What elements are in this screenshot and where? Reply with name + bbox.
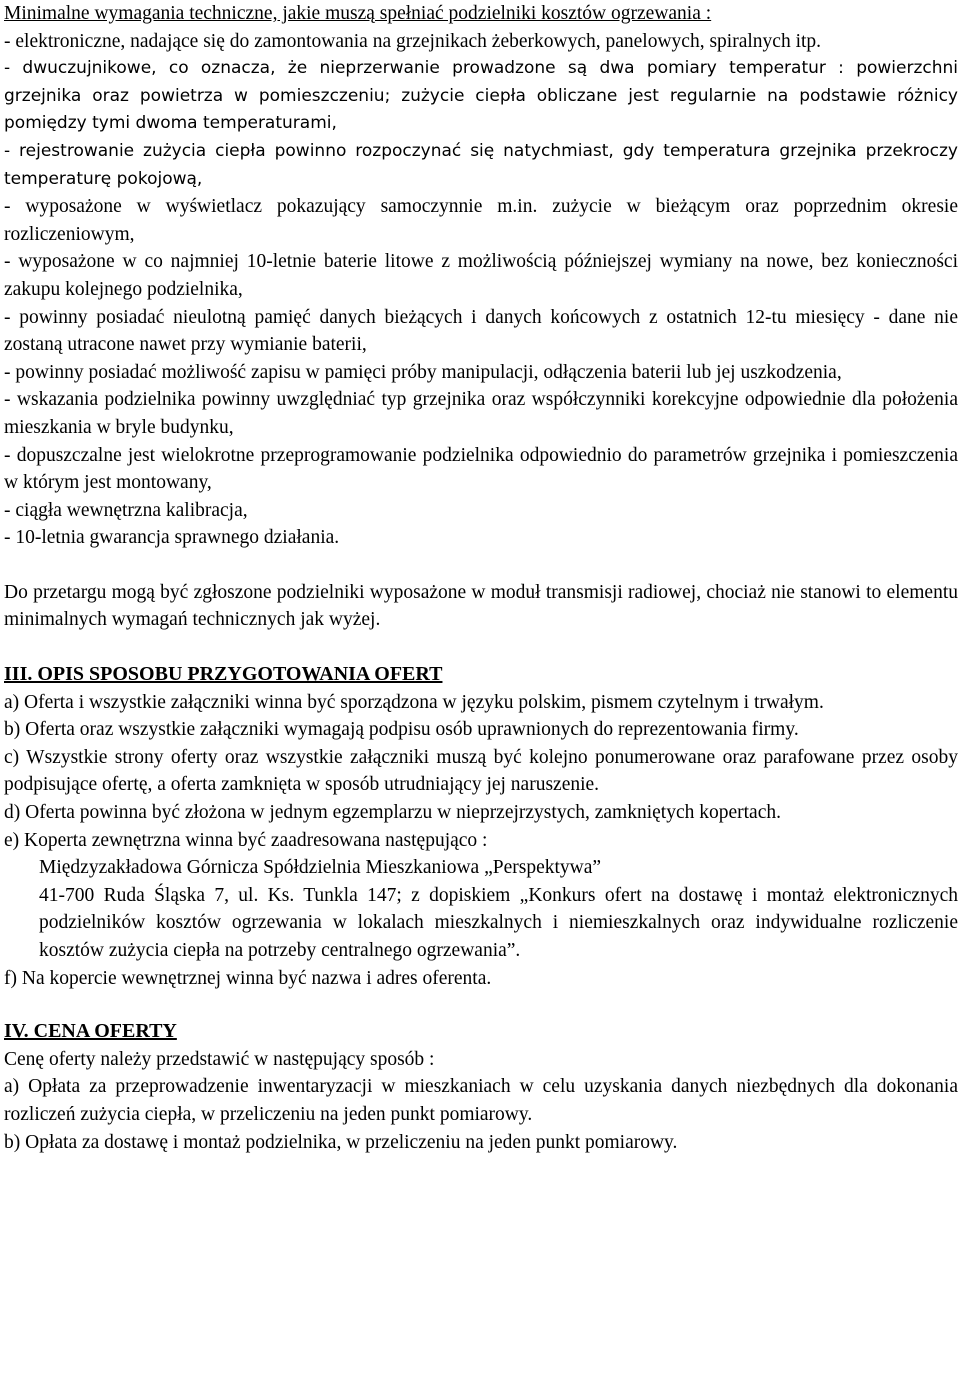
- offer-rule-item: a) Oferta i wszystkie załączniki winna być sporządzona w języku polskim, pismem czytelnym i trwałym.: [4, 691, 824, 713]
- requirement-item: - wskazania podzielnika powinny uwzględniać typ grzejnika oraz współczynniki korekcyjne odpowiednie dla położenia mieszkania w bryle budynku,: [4, 389, 958, 438]
- requirement-item: - 10-letnia gwarancja sprawnego działania.: [4, 527, 340, 549]
- requirement-item: - ciągła wewnętrzna kalibracja,: [4, 499, 248, 521]
- price-item: b) Opłata za dostawę i montaż podzielnika, w przeliczeniu na jeden punkt pomiarowy.: [4, 1131, 678, 1153]
- offer-rule-item: c) Wszystkie strony oferty oraz wszystkie załączniki muszą być kolejno ponumerowane oraz parafowane przez osoby podpisujące ofertę, a oferta zamknięta w sposób utrudniający jej naruszenie.: [4, 746, 958, 796]
- section-heading-text: III. OPIS SPOSOBU PRZYGOTOWANIA OFERT: [4, 663, 443, 686]
- section-heading-iii: [4, 661, 958, 689]
- section-heading-iv: [4, 1018, 958, 1046]
- price-intro: Cenę oferty należy przedstawić w następujący sposób :: [4, 1048, 435, 1070]
- spacer: [4, 992, 958, 1018]
- price-item: a) Opłata za przeprowadzenie inwentaryzacji w mieszkaniach w celu uzyskania danych niezbędnych dla dokonania rozliczeń zużycia ciepła, w przeliczeniu na jeden punkt pomiarowy.: [4, 1076, 958, 1125]
- spacer: [4, 552, 958, 579]
- requirement-item: - dopuszczalne jest wielokrotne przeprogramowanie podzielnika odpowiednio do parametrów grzejnika i pomieszczenia w którym jest montowany,: [4, 444, 958, 494]
- section-heading-text: IV. CENA OFERTY: [4, 1020, 177, 1043]
- requirement-item: - elektroniczne, nadające się do zamontowania na grzejnikach żeberkowych, panelowych, spiralnych itp.: [4, 30, 822, 52]
- document-page: [4, 0, 958, 1156]
- requirement-item: - dwuczujnikowe, co oznacza, że nieprzerwanie prowadzone są dwa pomiary temperatur : powierzchni grzejnika oraz powietrza w pomieszczeniu; zużycie ciepła obliczane jest regularnie na podstawie różnicy pomiędzy tymi dwoma temperaturami,: [4, 58, 958, 134]
- requirement-item: - powinny posiadać możliwość zapisu w pamięci próby manipulacji, odłączenia baterii lub jej uszkodzenia,: [4, 361, 842, 383]
- address-line: Międzyzakładowa Górnicza Spółdzielnia Mieszkaniowa „Perspektywa”: [39, 857, 602, 879]
- requirement-item: - wyposażone w co najmniej 10-letnie baterie litowe z możliwością późniejszej wymiany na nowe, bez konieczności zakupu kolejnego podzielnika,: [4, 251, 958, 300]
- requirement-item: - powinny posiadać nieulotną pamięć danych bieżących i danych końcowych z ostatnich 12-tu miesięcy - dane nie zostaną utracone nawet przy wymianie baterii,: [4, 306, 958, 356]
- offer-rule-item: b) Oferta oraz wszystkie załączniki wymagają podpisu osób uprawnionych do reprezentowania firmy.: [4, 719, 799, 741]
- requirements-intro: Minimalne wymagania techniczne, jakie muszą spełniać podzielniki kosztów ogrzewania :: [4, 3, 712, 24]
- spacer: [4, 634, 958, 661]
- offer-rule-item: e) Koperta zewnętrzna winna być zaadresowana następująco :: [4, 829, 488, 851]
- offer-rule-item: d) Oferta powinna być złożona w jednym egzemplarzu w nieprzejrzystych, zamkniętych kopertach.: [4, 802, 781, 824]
- requirement-item: - rejestrowanie zużycia ciepła powinno rozpoczynać się natychmiast, gdy temperatura grzejnika przekroczy temperaturę pokojową,: [4, 140, 958, 189]
- radio-module-note: Do przetargu mogą być zgłoszone podzielniki wyposażone w moduł transmisji radiowej, chociaż nie stanowi to elementu minimalnych wymagań technicznych jak wyżej.: [4, 581, 958, 631]
- offer-rule-item: f) Na kopercie wewnętrznej winna być nazwa i adres oferenta.: [4, 967, 492, 989]
- address-line: 41-700 Ruda Śląska 7, ul. Ks. Tunkla 147; z dopiskiem „Konkurs ofert na dostawę i montaż elektronicznych podzielników kosztów ogrzewania w lokalach mieszkalnych i niemieszkalnych oraz indywidualne rozliczenie kosztów zużycia ciepła na potrzeby centralnego ogrzewania”.: [39, 884, 958, 961]
- requirement-item: - wyposażone w wyświetlacz pokazujący samoczynnie m.in. zużycie w bieżącym oraz poprzednim okresie rozliczeniowym,: [4, 196, 958, 245]
